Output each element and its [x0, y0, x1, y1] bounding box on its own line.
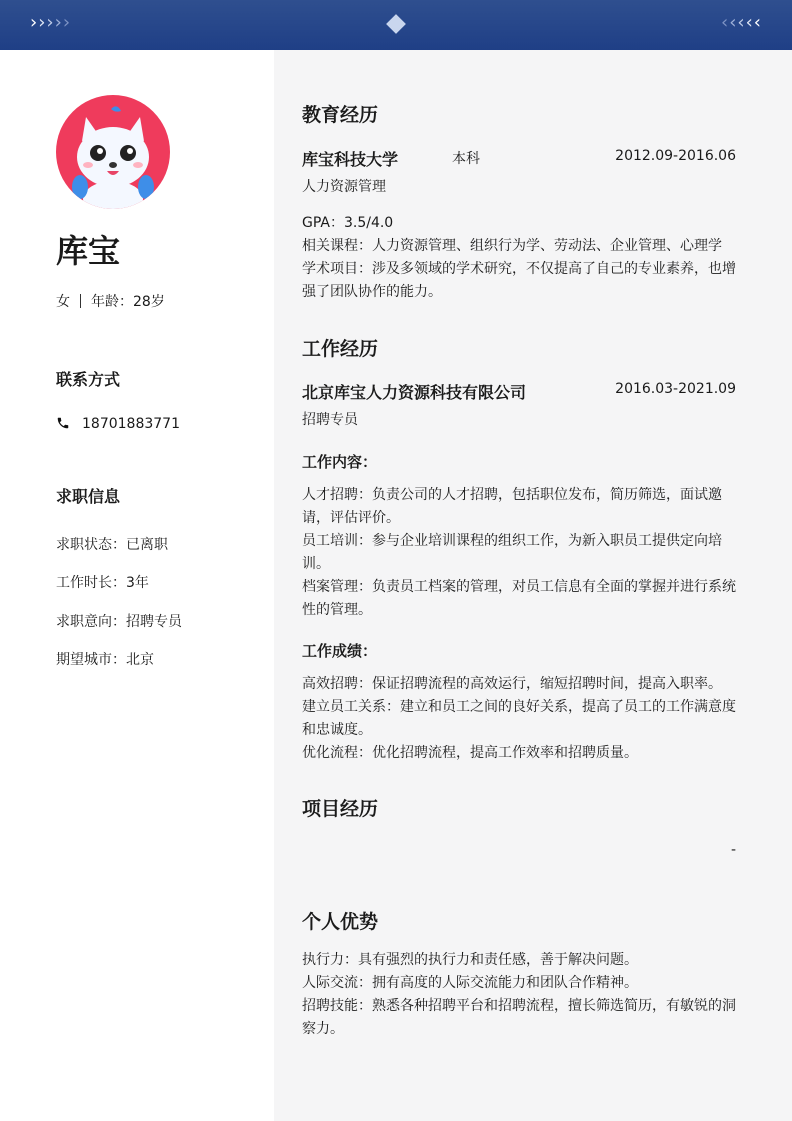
strengths-title: 个人优势: [302, 911, 379, 933]
achievement-item: 建立员工关系：建立和员工之间的良好关系，提高了员工的工作满意度和忠诚度。: [302, 699, 736, 738]
chevrons-right-icon: ›››››: [30, 12, 72, 33]
degree: 本科: [452, 151, 480, 167]
work-content-item: 档案管理：负责员工档案的管理，对员工信息有全面的掌握并进行系统性的管理。: [302, 579, 736, 618]
cat-mascot-icon: [56, 95, 170, 209]
work-content-item: 人才招聘：负责公司的人才招聘，包括职位发布，简历筛选，面试邀请，评估评价。: [302, 487, 722, 526]
job-info-title: 求职信息: [56, 487, 121, 506]
strengths: [302, 949, 738, 1041]
education-period: 2012.09-2016.06: [615, 148, 736, 164]
strength-item: 招聘技能：熟悉各种招聘平台和招聘流程，擅长筛选简历，有敏锐的洞察力。: [302, 998, 736, 1037]
chevrons-left-icon: ‹‹‹‹‹: [720, 12, 762, 33]
gender: 女: [56, 294, 70, 310]
divider: [80, 294, 81, 308]
achievement-item: 高效招聘：保证招聘流程的高效运行，缩短招聘时间，提高入职率。: [302, 676, 722, 692]
work-title: 工作经历: [302, 338, 379, 360]
related-courses: 相关课程：人力资源管理、组织行为学、劳动法、企业管理、心理学: [302, 238, 722, 254]
job-intention: 求职意向：招聘专员: [56, 614, 182, 630]
education-title: 教育经历: [302, 104, 379, 126]
work-duration: 工作时长：3年: [56, 575, 149, 591]
major: 人力资源管理: [302, 179, 386, 195]
work-content-title: 工作内容：: [302, 453, 378, 471]
contact-title: 联系方式: [56, 370, 121, 389]
achievements: [302, 673, 738, 765]
candidate-name: 库宝: [56, 232, 121, 270]
diamond-icon: [386, 14, 406, 34]
company-name: 北京库宝人力资源科技有限公司: [302, 383, 527, 402]
avatar: [56, 95, 170, 209]
gpa: GPA：3.5/4.0: [302, 215, 394, 231]
strength-item: 人际交流：拥有高度的人际交流能力和团队合作精神。: [302, 975, 638, 991]
job-status: 求职状态：已离职: [56, 537, 168, 553]
phone-number: 18701883771: [82, 416, 180, 432]
basic-info: [56, 291, 165, 311]
achievement-item: 优化流程：优化招聘流程，提高工作效率和招聘质量。: [302, 745, 638, 761]
education-details: [302, 212, 738, 304]
strength-item: 执行力：具有强烈的执行力和责任感，善于解决问题。: [302, 952, 638, 968]
achievements-title: 工作成绩：: [302, 642, 378, 660]
academic-projects: 学术项目：涉及多领域的学术研究，不仅提高了自己的专业素养，也增强了团队协作的能力。: [302, 261, 736, 300]
age: 年龄：28岁: [91, 294, 165, 310]
school-name: 库宝科技大学: [302, 150, 399, 169]
phone-row: [56, 416, 180, 432]
position: 招聘专员: [302, 412, 358, 428]
work-period: 2016.03-2021.09: [615, 381, 736, 397]
expected-city: 期望城市：北京: [56, 652, 154, 668]
phone-icon: [56, 416, 70, 430]
projects-placeholder: -: [730, 842, 736, 858]
work-content-item: 员工培训：参与企业培训课程的组织工作，为新入职员工提供定向培训。: [302, 533, 722, 572]
work-content: [302, 484, 738, 622]
projects-title: 项目经历: [302, 798, 379, 820]
header-banner: [0, 0, 792, 50]
